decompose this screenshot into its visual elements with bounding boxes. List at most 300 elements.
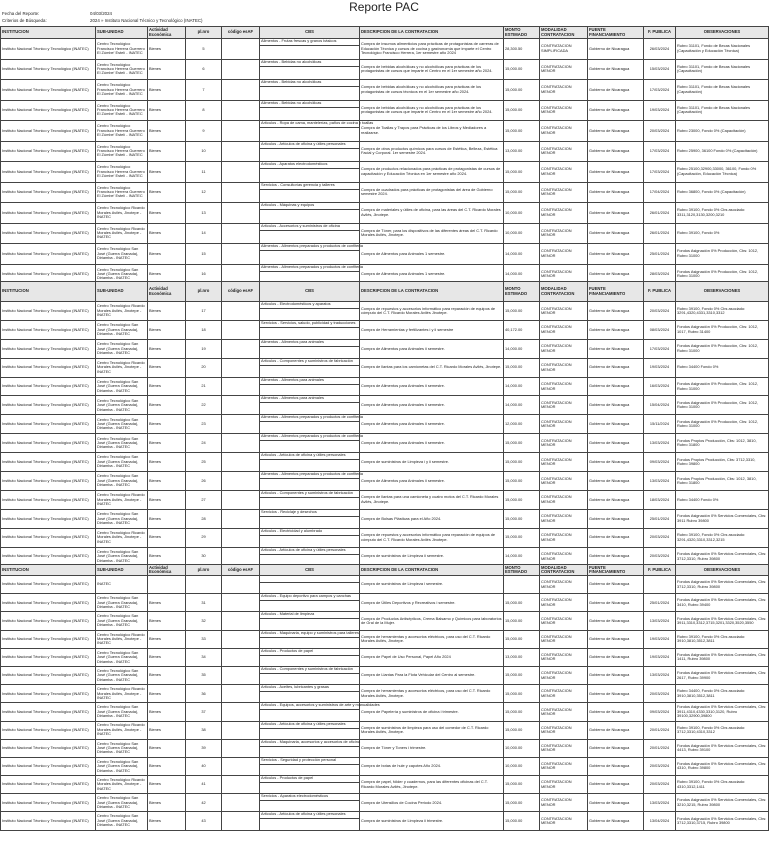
- cell-modalidad: [540, 320, 588, 339]
- cell-cbs: [260, 721, 360, 739]
- cell-observaciones: [676, 59, 769, 80]
- cell-text: 11: [201, 168, 206, 174]
- cell-text: Centro Tecnológico Ricardo Morales Avilés, Jinotepe - INATEC: [97, 777, 145, 791]
- cell-text: CONTRATACION MENOR: [541, 615, 572, 625]
- cell-cbs: [260, 243, 363, 265]
- cbs-value: Artículos - Electricidad y alumbrado: [260, 529, 359, 536]
- cell-cbs: [260, 666, 360, 684]
- cell-text: Instituto Nacional Técnico y Tecnológico (INATEC): [2, 189, 89, 195]
- cell-monto: [504, 576, 540, 594]
- cell-text: CONTRATACION MENOR: [541, 651, 572, 662]
- cell-text: Centro Tecnológico Francisco Herrera Guerrero El Zúmbe' Estelí - INATEC: [97, 164, 145, 178]
- cell-descripcion: [360, 223, 504, 244]
- cell-monto: [504, 100, 540, 121]
- cell-text: Centro Tecnológico San José (Guerra Granada), Diriamba - INATEC: [97, 548, 139, 563]
- cell-observaciones: [676, 757, 769, 775]
- cell-codigo: [222, 320, 260, 339]
- cell-text: Centro Tecnológico San José (Guerra Granada), Diriamba - INATEC: [97, 322, 139, 337]
- cell-institucion: [1, 612, 96, 630]
- cell-codigo: [222, 757, 260, 775]
- cell-text: Gobierno de Nicaragua: [589, 345, 630, 351]
- cell-actividad: [148, 121, 186, 142]
- cell-text: Instituto Nacional Técnico y Tecnológico (INATEC): [2, 439, 89, 445]
- cell-modalidad: [540, 648, 588, 666]
- cell-fpublica: [644, 396, 676, 415]
- cell-text: 15,000.00: [505, 458, 523, 464]
- cell-text: Bienes: [149, 307, 161, 313]
- column-header-fuente: FUENTE FINANCIAMIENTO: [588, 27, 644, 39]
- cell-text: CONTRATACION MENOR: [541, 706, 572, 716]
- cell-numero: [186, 203, 222, 224]
- cell-text: Instituto Nacional Técnico y Tecnológico (INATEC): [2, 515, 89, 521]
- cell-fpublica: [644, 594, 676, 612]
- cell-modalidad: [540, 358, 588, 377]
- cell-monto: [504, 320, 540, 339]
- cell-fpublica: [644, 739, 676, 757]
- cell-text: Bienes: [149, 127, 161, 133]
- cell-monto: [504, 39, 540, 60]
- cbs-value: Artículos - Productos de papel: [260, 649, 359, 656]
- cell-text: 30: [201, 553, 206, 559]
- cell-text: 17/03/2024: [649, 148, 670, 154]
- cell-observaciones: [676, 453, 769, 472]
- cell-numero: [186, 757, 222, 775]
- cell-text: Bienes: [149, 189, 161, 195]
- cell-institucion: [1, 141, 96, 162]
- cell-numero: [186, 528, 222, 547]
- cell-numero: [186, 509, 222, 528]
- cell-actividad: [148, 648, 186, 666]
- cell-subunidad: [96, 182, 148, 203]
- cell-subunidad: [96, 302, 148, 321]
- cell-text: 15,000.00: [505, 168, 523, 174]
- cbs-value: Alimentos - Bebidas no alcohólicas: [260, 101, 359, 108]
- cell-text: Centro Tecnológico San José (Guerra Granada), Diriamba - INATEC: [97, 473, 139, 488]
- cbs-value: Alimentos - Alimentos preparados y productos de confitería: [260, 415, 359, 422]
- cell-codigo: [222, 612, 260, 630]
- cell-observaciones: [676, 121, 769, 142]
- cell-fpublica: [644, 377, 676, 396]
- cell-text: 14,000.00: [505, 402, 523, 408]
- cell-numero: [186, 630, 222, 648]
- cell-fuente: [588, 203, 644, 224]
- cell-actividad: [148, 703, 186, 721]
- cell-text: 15,000.00: [505, 86, 523, 92]
- column-header-observaciones: OBSERVACIONES: [676, 565, 769, 576]
- cell-text: Rubro 39100, Fondo 0% Cbs asociado: 3910,3810,3512,3811: [677, 633, 746, 644]
- cbs-value: Artículos - Electrodomésticos y aparatos: [260, 302, 359, 309]
- cell-text: Bienes: [149, 745, 161, 751]
- cell-text: 20/03/2024: [649, 307, 670, 313]
- column-header-observaciones: OBSERVACIONES: [676, 282, 769, 302]
- cell-text: Centro Tecnológico Francisco Herrera Guerrero El Zúmbe' Estelí - INATEC: [97, 123, 145, 137]
- cell-text: CONTRATACION MENOR: [541, 399, 572, 410]
- cell-text: 15,000.00: [505, 726, 523, 732]
- table-row: [1, 509, 769, 528]
- cell-text: Compra de Alimentos para Animales ii semestre.: [361, 402, 445, 408]
- cell-fuente: [588, 396, 644, 415]
- cell-text: Bienes: [149, 781, 161, 787]
- cell-descripcion: [360, 703, 504, 721]
- cell-monto: [504, 453, 540, 472]
- cell-text: Centro Tecnológico Francisco Herrera Guerrero El Zúmbe' Estelí - INATEC: [97, 102, 145, 117]
- cell-modalidad: [540, 396, 588, 415]
- cell-text: Bienes: [149, 86, 161, 92]
- cell-monto: [504, 794, 540, 812]
- cell-monto: [504, 182, 540, 203]
- cell-fpublica: [644, 685, 676, 703]
- cbs-value: Artículos - Material de limpieza: [260, 612, 359, 619]
- cell-institucion: [1, 594, 96, 612]
- cell-numero: [186, 39, 222, 60]
- cell-text: Compra de otros productos químicos para cursos de Estética, Belleza, Estética Facial y Corporal. 1er semestre 2024.: [361, 145, 498, 156]
- cell-text: CONTRATACION MENOR: [541, 513, 572, 523]
- cell-codigo: [222, 141, 260, 162]
- cell-descripcion: [360, 648, 504, 666]
- cell-codigo: [222, 630, 260, 648]
- cell-text: CONTRATACION MENOR: [541, 63, 572, 74]
- cell-text: 28,300.50: [505, 45, 523, 51]
- cell-fpublica: [644, 162, 676, 183]
- cell-fuente: [588, 739, 644, 757]
- cbs-value: Artículos - Equipo deportivo para campos y canchas: [260, 594, 359, 601]
- cell-subunidad: [96, 739, 148, 757]
- cell-text: Centro Tecnológico Ricardo Morales Avilés, Jinotepe - INATEC: [97, 225, 145, 240]
- column-header-subunidad: SUB-UNIDAD: [96, 282, 148, 302]
- cell-cbs: [260, 685, 360, 703]
- cell-institucion: [1, 182, 96, 203]
- cell-text: Centro Tecnológico Francisco Herrera Guerrero El Zúmbe' Estelí - INATEC: [97, 41, 145, 55]
- cell-numero: [186, 721, 222, 739]
- cell-observaciones: [676, 141, 769, 162]
- table-row: [1, 339, 769, 358]
- cell-text: 20: [201, 364, 206, 370]
- table-row: [1, 415, 769, 434]
- cell-institucion: [1, 739, 96, 757]
- cell-fpublica: [644, 223, 676, 244]
- cbs-value: Alimentos - Frutas frescas y granos básicos: [260, 39, 359, 46]
- cell-text: 17/03/2024: [649, 168, 670, 174]
- cell-subunidad: [96, 630, 148, 648]
- cell-text: 15,000.00: [505, 635, 523, 641]
- cell-subunidad: [96, 612, 148, 630]
- cell-codigo: [222, 685, 260, 703]
- cell-text: Rubro 34400, Fondo 0% Cbs asociado: 3910,3810,3512,3811: [677, 688, 746, 698]
- cell-subunidad: [96, 528, 148, 547]
- cell-actividad: [148, 472, 186, 491]
- cell-actividad: [148, 80, 186, 101]
- cell-fuente: [588, 302, 644, 321]
- cell-subunidad: [96, 320, 148, 339]
- cell-text: Bienes: [149, 148, 161, 154]
- cell-subunidad: [96, 141, 148, 162]
- cell-subunidad: [96, 339, 148, 358]
- cell-subunidad: [96, 203, 148, 224]
- cell-numero: [186, 490, 222, 509]
- cell-text: Bienes: [149, 599, 161, 605]
- cell-fuente: [588, 648, 644, 666]
- cell-fpublica: [644, 415, 676, 434]
- cell-subunidad: [96, 757, 148, 775]
- cell-text: Fondos Asignación 0% Servicios Comerciales, Cbs: 3911,4310,4330,3310,3120, Rubro 39100,32900,39800: [677, 704, 767, 719]
- cell-text: 14: [201, 230, 206, 236]
- cell-cbs: [260, 80, 360, 101]
- cell-descripcion: [360, 528, 504, 547]
- cell-text: 21: [201, 383, 206, 389]
- cell-observaciones: [676, 472, 769, 491]
- cell-text: Gobierno de Nicaragua: [589, 726, 630, 732]
- cell-monto: [504, 377, 540, 396]
- cell-codigo: [222, 396, 260, 415]
- cell-subunidad: [96, 80, 148, 101]
- cell-actividad: [148, 630, 186, 648]
- cell-monto: [504, 776, 540, 794]
- cell-text: Bienes: [149, 383, 161, 389]
- cell-text: Rubro 31101, Fondo de Becas Nacionales (Capacitación): [677, 104, 751, 115]
- column-header-descripcion: DESCRIPCION DE LA CONTRATACION: [360, 565, 504, 576]
- cell-actividad: [148, 794, 186, 812]
- cell-text: 15,000.00: [505, 364, 523, 370]
- cell-text: Compra de insumos alimenticios para prácticas de protagonistas de carreras de Educación Técnica y cursos de cocina y gastronomía que imparte el Centro Tecnológico Francisco Herrera, 1er semestre año 2024: [361, 41, 499, 55]
- cell-text: 28: [201, 515, 206, 521]
- cbs-value: Artículos - Artículos de oficina y útiles personales: [260, 812, 359, 819]
- cell-codigo: [222, 80, 260, 101]
- cell-subunidad: [96, 358, 148, 377]
- column-header-descripcion: DESCRIPCION DE LA CONTRATACION: [360, 27, 504, 39]
- cell-text: Compra de llantas para una camioneta y cuatro motos del C.T. Ricardo Morales Avilés, Jinotepe.: [361, 494, 499, 504]
- cell-text: 15,000.00: [505, 599, 523, 605]
- cell-text: Bienes: [149, 477, 161, 483]
- cell-institucion: [1, 162, 96, 183]
- cell-text: Compra de Herramientas y fertilizantes i y ii semestre: [361, 326, 454, 332]
- table-row: [1, 80, 769, 101]
- cell-text: 26/03/2024: [649, 45, 670, 51]
- cell-text: Bienes: [149, 45, 161, 51]
- cell-fuente: [588, 59, 644, 80]
- cell-text: Instituto Nacional Técnico y Tecnológico (INATEC): [2, 726, 89, 732]
- cell-codigo: [222, 244, 260, 265]
- cell-subunidad: [96, 594, 148, 612]
- cell-text: Instituto Nacional Técnico y Tecnológico (INATEC): [2, 690, 89, 696]
- cell-text: Compra de herramientas y accesorios eléctricos, para uso del C.T. Ricardo Morales Avilés, Jinotepe.: [361, 688, 491, 698]
- cell-modalidad: [540, 703, 588, 721]
- cell-numero: [186, 339, 222, 358]
- cell-text: 13/03/2024: [649, 799, 670, 805]
- cell-institucion: [1, 666, 96, 684]
- cbs-value: Servicios - Seguridad y protección personal: [260, 758, 359, 765]
- cell-descripcion: [360, 739, 504, 757]
- cell-actividad: [148, 509, 186, 528]
- cell-text: Instituto Nacional Técnico y Tecnológico (INATEC): [2, 307, 89, 313]
- cell-numero: [186, 776, 222, 794]
- table-row: [1, 59, 769, 80]
- cell-text: Instituto Nacional Técnico y Tecnológico (INATEC): [2, 635, 89, 641]
- cell-institucion: [1, 453, 96, 472]
- cell-descripcion: [360, 39, 504, 60]
- cell-text: 29: [201, 534, 206, 540]
- cell-text: Centro Tecnológico San José (Guerra Granada), Diriamba - INATEC: [97, 416, 139, 431]
- cell-codigo: [222, 302, 260, 321]
- cell-cbs: [260, 120, 374, 142]
- cell-modalidad: [540, 302, 588, 321]
- cell-text: Gobierno de Nicaragua: [589, 635, 630, 641]
- cell-cbs: [260, 490, 360, 509]
- cell-monto: [504, 721, 540, 739]
- cell-descripcion: [360, 472, 504, 491]
- cell-subunidad: [96, 648, 148, 666]
- cell-text: Compra de Alimentos para Animales ii semestre.: [361, 345, 445, 351]
- cell-text: Compra de Tóner, para los dispositivos de las diferentes áreas del C.T. Ricardo Morales Avilés, Jinotepe.: [361, 227, 498, 238]
- cell-subunidad: [96, 377, 148, 396]
- table-row: [1, 739, 769, 757]
- column-header-institucion: INSTITUCION: [1, 27, 96, 39]
- cell-actividad: [148, 812, 186, 830]
- cell-modalidad: [540, 80, 588, 101]
- cell-text: Bienes: [149, 817, 161, 823]
- cell-text: Compra de Alimentos para Animales ii semestre.: [361, 383, 445, 389]
- column-header-subunidad: SUB-UNIDAD: [96, 27, 148, 39]
- cell-fuente: [588, 594, 644, 612]
- cell-text: CONTRATACION MENOR: [541, 437, 572, 448]
- cell-text: 36: [201, 690, 206, 696]
- cell-text: 14,000.00: [505, 553, 523, 559]
- cell-text: 09/03/2024: [649, 708, 670, 714]
- cell-codigo: [222, 648, 260, 666]
- cell-text: 28/03/2024: [649, 271, 670, 277]
- cell-text: Bienes: [149, 209, 161, 215]
- cell-cbs: [260, 59, 360, 80]
- cell-text: Bienes: [149, 402, 161, 408]
- cell-text: 15,000.00: [505, 107, 523, 113]
- cell-descripcion: [360, 666, 504, 684]
- cell-text: 15,000.00: [505, 534, 523, 540]
- cell-institucion: [1, 377, 96, 396]
- cell-text: 15,000.00: [505, 477, 523, 483]
- table-row: [1, 358, 769, 377]
- cell-modalidad: [540, 739, 588, 757]
- cell-text: 10,000.00: [505, 745, 523, 751]
- cell-text: Fondos Asignación 0% Servicios Comerciales, Cbs: 3712,3310,3715, Rubro 39800: [677, 815, 767, 826]
- cell-numero: [186, 453, 222, 472]
- cell-text: Fondos Asignación 0% Producción, Cbs: 1012, 1017, Rubro 31400: [677, 324, 759, 334]
- cell-subunidad: [96, 666, 148, 684]
- table-row: [1, 223, 769, 244]
- cell-text: Bienes: [149, 496, 161, 502]
- cell-descripcion: [360, 339, 504, 358]
- cell-text: Compra de productos relacionados para prácticas de protagonistas de cursos de capacitación y Educación Técnica en 1er semestre año 2024.: [361, 166, 501, 176]
- cell-actividad: [148, 776, 186, 794]
- cell-text: 20/03/2024: [649, 553, 670, 559]
- cell-fuente: [588, 100, 644, 121]
- cell-text: Fondos Asignación 0% Servicios Comerciales, Cbs: 3210,3215, Rubro 39800: [677, 797, 767, 807]
- cell-modalidad: [540, 776, 588, 794]
- cell-numero: [186, 100, 222, 121]
- cell-codigo: [222, 434, 260, 453]
- cell-text: Centro Tecnológico Ricardo Morales Avilés, Jinotepe - INATEC: [97, 686, 145, 700]
- cell-fuente: [588, 666, 644, 684]
- cell-descripcion: [360, 320, 504, 339]
- table-row: [1, 39, 769, 60]
- table-row: [1, 612, 769, 630]
- cell-text: 41: [201, 781, 206, 787]
- cell-fpublica: [644, 434, 676, 453]
- cell-text: Compra de repuestos y accesorios informático para reparación de equipos de cómputo del C.T. Ricardo Morales Avilés Jinotepe.: [361, 305, 496, 315]
- cell-fpublica: [644, 490, 676, 509]
- cell-text: Centro Tecnológico San José (Guerra Granada), Diriamba - INATEC: [97, 246, 139, 260]
- cell-fpublica: [644, 302, 676, 321]
- cell-text: 15,000.00: [505, 189, 523, 195]
- cell-text: Instituto Nacional Técnico y Tecnológico (INATEC): [2, 364, 89, 370]
- cell-fuente: [588, 121, 644, 142]
- cell-descripcion: [360, 721, 504, 739]
- cell-actividad: [148, 739, 186, 757]
- cell-text: Bienes: [149, 168, 161, 174]
- cell-text: Gobierno de Nicaragua: [589, 799, 630, 805]
- table-row: [1, 121, 769, 142]
- cell-codigo: [222, 812, 260, 830]
- cbs-value: Artículos - Artículos de oficina y útiles personales: [260, 548, 359, 555]
- cell-text: 20/01/2024: [649, 726, 670, 732]
- cell-observaciones: [676, 223, 769, 244]
- cell-subunidad: [96, 685, 148, 703]
- cell-monto: [504, 648, 540, 666]
- cell-text: 23: [201, 421, 206, 427]
- table-row: [1, 576, 769, 594]
- cell-text: Gobierno de Nicaragua: [589, 763, 630, 769]
- cell-fuente: [588, 812, 644, 830]
- cell-text: Bienes: [149, 690, 161, 696]
- cell-text: Gobierno de Nicaragua: [589, 168, 630, 174]
- cell-text: Gobierno de Nicaragua: [589, 599, 630, 605]
- cell-text: 15,000.00: [505, 708, 523, 714]
- cell-codigo: [222, 203, 260, 224]
- cell-codigo: [222, 794, 260, 812]
- cell-monto: [504, 80, 540, 101]
- cell-institucion: [1, 509, 96, 528]
- cell-modalidad: [540, 594, 588, 612]
- cell-modalidad: [540, 141, 588, 162]
- cell-text: Rubro 31101, Fondo de Becas Nacionales (Capacitación y Educación Técnica): [677, 43, 751, 53]
- cell-actividad: [148, 757, 186, 775]
- cell-text: Instituto Nacional Técnico y Tecnológico (INATEC): [2, 250, 89, 256]
- cell-text: 5: [202, 45, 205, 51]
- cell-text: Fondos Asignación 0% Producción, Cbs: 1012, Rubro 31000: [677, 381, 759, 391]
- table-row: [1, 182, 769, 203]
- cbs-value: Artículos - Artículos de oficina y útiles personales: [260, 722, 359, 729]
- cell-text: Instituto Nacional Técnico y Tecnológico (INATEC): [2, 402, 89, 408]
- column-header-fpublica: F. PUBLICA: [644, 565, 676, 576]
- table-row: [1, 757, 769, 775]
- cell-subunidad: [96, 453, 148, 472]
- cell-text: Centro Tecnológico San José (Guerra Granada), Diriamba - INATEC: [97, 758, 139, 773]
- cell-fpublica: [644, 182, 676, 203]
- cell-fpublica: [644, 576, 676, 594]
- cell-text: Instituto Nacional Técnico y Tecnológico (INATEC): [2, 45, 89, 51]
- cell-text: Gobierno de Nicaragua: [589, 581, 630, 587]
- cell-modalidad: [540, 472, 588, 491]
- cbs-value: Artículos - Aceites, lubricantes y grasas: [260, 685, 359, 692]
- cell-numero: [186, 576, 222, 594]
- cell-monto: [504, 630, 540, 648]
- cell-text: CONTRATACION MENOR: [541, 305, 572, 315]
- table-row: [1, 594, 769, 612]
- cell-text: 33: [201, 635, 206, 641]
- column-header-institucion: INSTITUCION: [1, 282, 96, 302]
- cell-text: Gobierno de Nicaragua: [589, 127, 630, 133]
- cell-codigo: [222, 509, 260, 528]
- cell-modalidad: [540, 794, 588, 812]
- cell-text: 17: [201, 307, 206, 313]
